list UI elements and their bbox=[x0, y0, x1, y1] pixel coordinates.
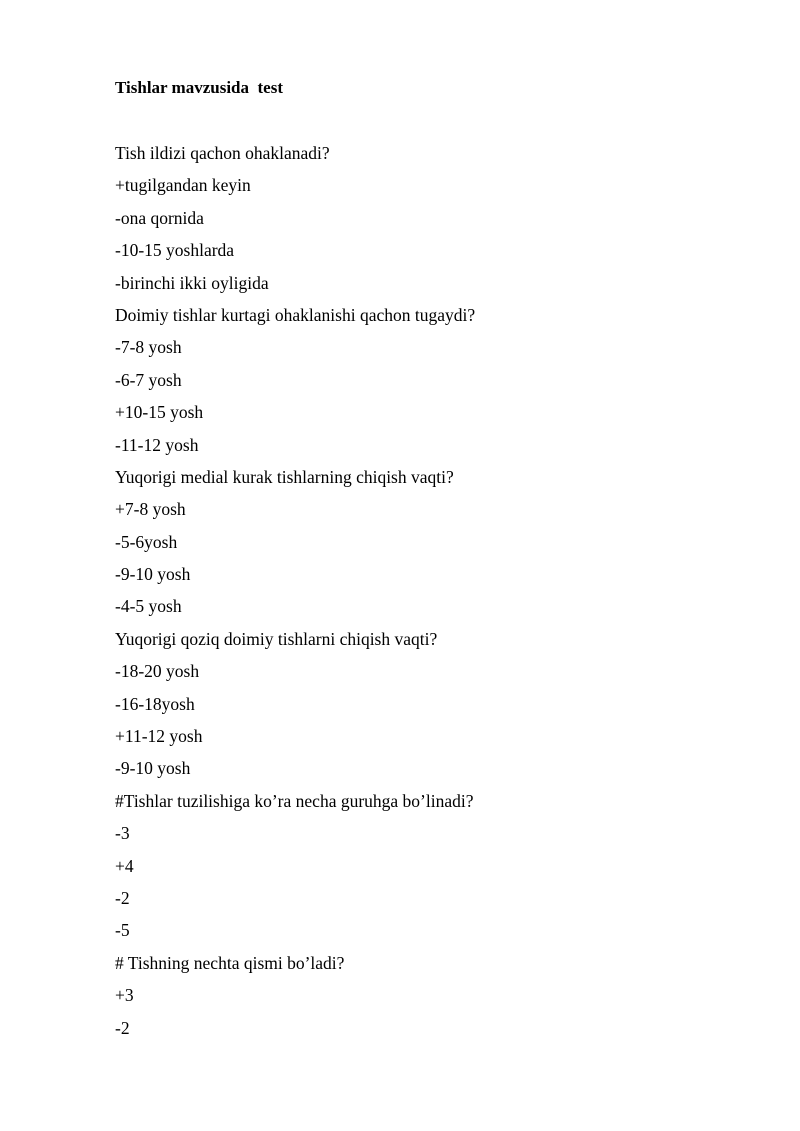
answer-option: -18-20 yosh bbox=[115, 661, 200, 682]
question-text: #Tishlar tuzilishiga ko’ra necha guruhga bo’linadi? bbox=[115, 790, 474, 811]
question-text: # Tishning nechta qismi bo’ladi? bbox=[115, 952, 345, 973]
answer-option: -2 bbox=[115, 887, 130, 908]
answer-option: +7-8 yosh bbox=[115, 499, 186, 520]
answer-option: +10-15 yosh bbox=[115, 402, 204, 423]
answer-option: +4 bbox=[115, 855, 134, 876]
answer-option: -7-8 yosh bbox=[115, 337, 182, 358]
question-text: Doimiy tishlar kurtagi ohaklanishi qachon tugaydi? bbox=[115, 304, 476, 325]
answer-option: -16-18yosh bbox=[115, 693, 195, 714]
answer-option: -9-10 yosh bbox=[115, 758, 191, 779]
document-body bbox=[115, 142, 755, 1049]
answer-option: -2 bbox=[115, 1017, 130, 1038]
answer-option: -6-7 yosh bbox=[115, 369, 182, 390]
question-text: Tish ildizi qachon ohaklanadi? bbox=[115, 143, 330, 163]
answer-option: -5 bbox=[115, 920, 130, 941]
answer-option: -5-6yosh bbox=[115, 531, 178, 552]
question-text: Yuqorigi qoziq doimiy tishlarni chiqish vaqti? bbox=[115, 628, 438, 649]
document-title: Tishlar mavzusida test bbox=[115, 78, 283, 97]
answer-option: +tugilgandan keyin bbox=[115, 175, 251, 196]
answer-option: -9-10 yosh bbox=[115, 564, 191, 585]
question-text: Yuqorigi medial kurak tishlarning chiqish vaqti? bbox=[115, 466, 454, 487]
answer-option: -11-12 yosh bbox=[115, 434, 199, 455]
answer-option: -birinchi ikki oyligida bbox=[115, 272, 269, 293]
answer-option: -4-5 yosh bbox=[115, 596, 182, 617]
answer-option: -10-15 yoshlarda bbox=[115, 240, 235, 261]
answer-option: -ona qornida bbox=[115, 207, 204, 228]
answer-option: +3 bbox=[115, 985, 134, 1006]
answer-option: -3 bbox=[115, 823, 130, 844]
answer-option: +11-12 yosh bbox=[115, 726, 203, 747]
